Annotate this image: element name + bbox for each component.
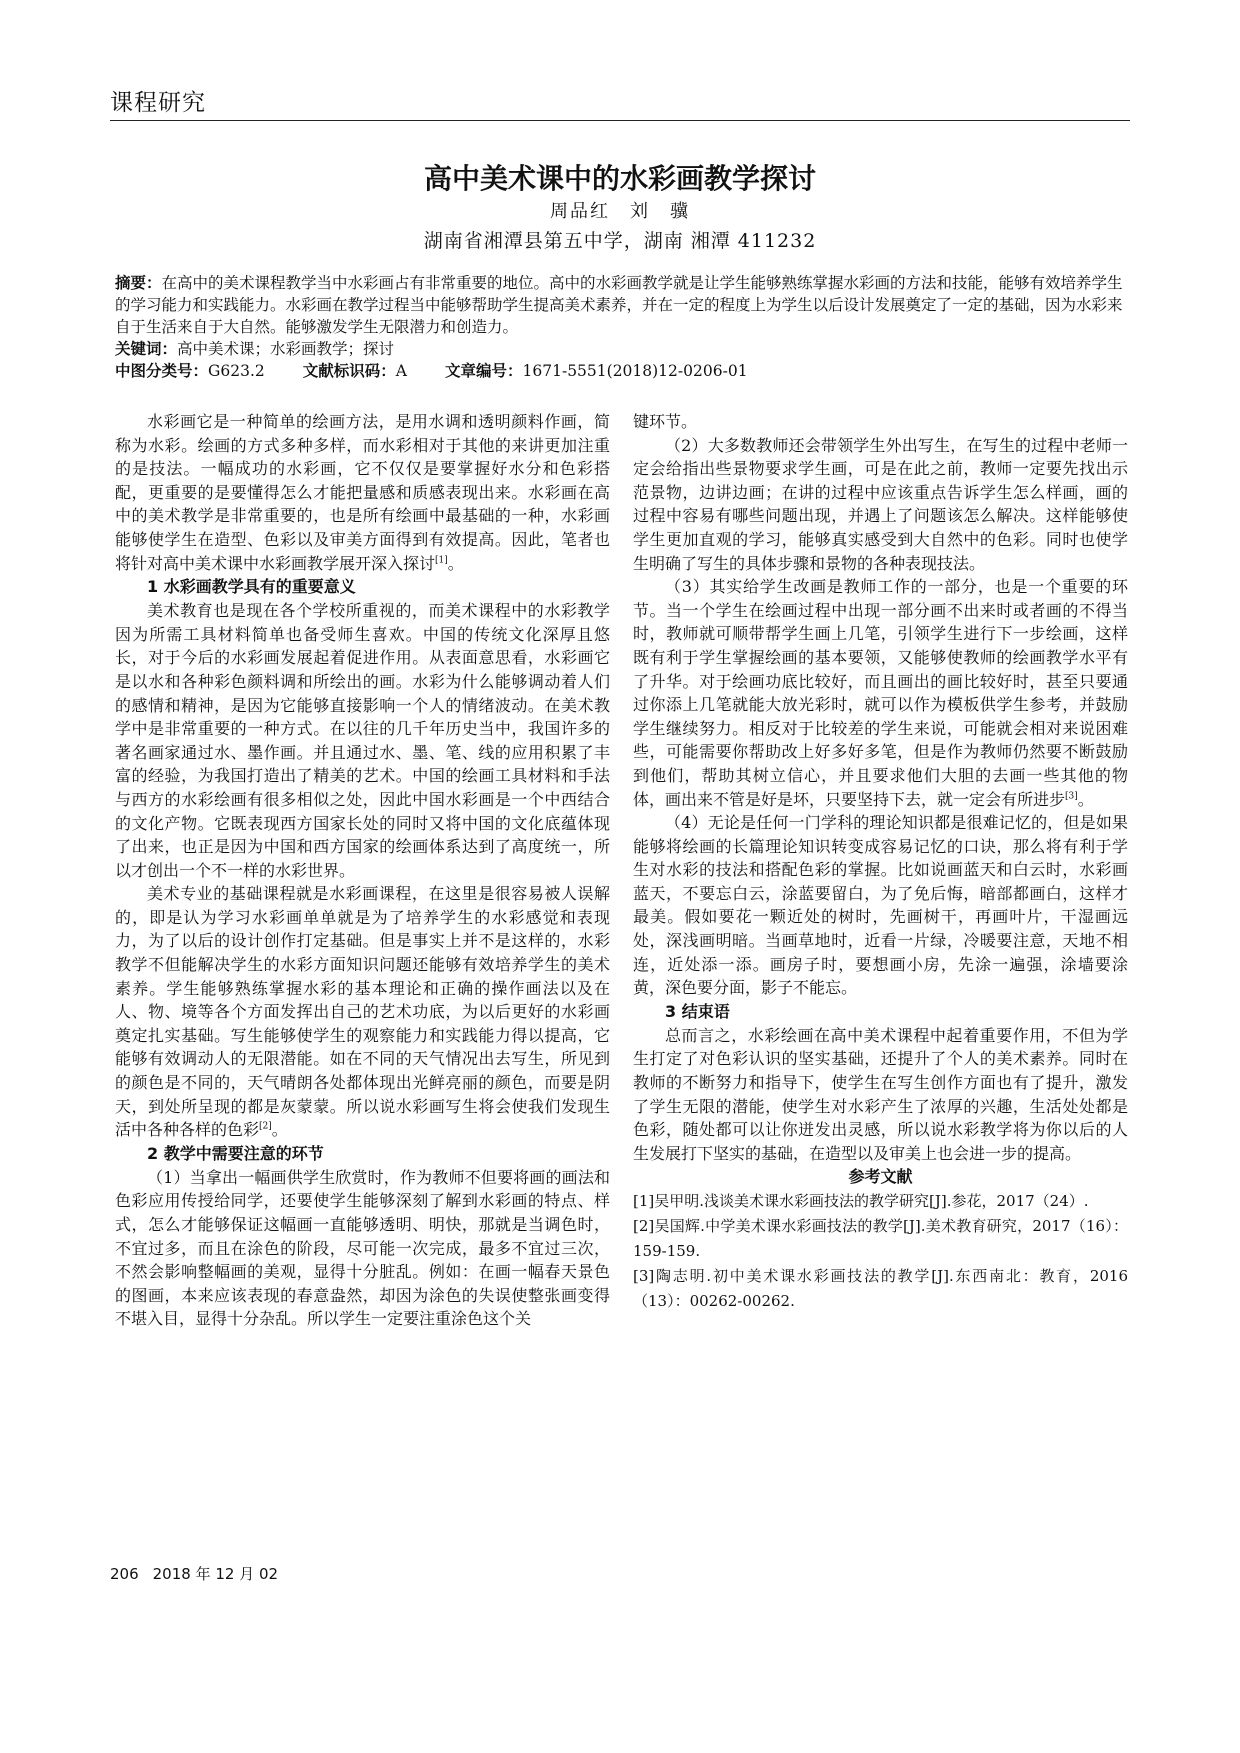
section-1-paragraph-2: 美术专业的基础课程就是水彩画课程，在这里是很容易被人误解的，即是认为学习水彩画单单就是为了培养学生的水彩感觉和表现力，为了以后的设计创作打定基础。但是事实上并不是这样的，水彩教学不但能解决学生的水彩方面知识问题还能够有效培养学生的美术素养。学生能够熟练掌握水彩的基本理论和正确的操作画法以及在人、物、境等各个方面发挥出自己的艺术功底，为以后更好的水彩画奠定扎实基础。写生能够使学生的观察能力和实践能力得以提高，它能够有效调动人的无限潜能。如在不同的天气情况出去写生，所见到的颜色是不同的，天气晴朗各处都体现出光鲜亮丽的颜色，而要是阴天，到处所呈现的都是灰蒙蒙。所以说水彩画写生将会使我们发现生活中各种各样的色彩[2]。 — [115, 884, 610, 1140]
article-title: 高中美术课中的水彩画教学探讨 — [423, 162, 816, 195]
citation-1: [1] — [435, 555, 448, 566]
abstract-label: 摘要： — [115, 274, 162, 292]
page-number: 206 — [110, 1565, 139, 1583]
clc-label: 中图分类号： — [115, 362, 209, 380]
reference-item: [1]吴甲明.浅谈美术课水彩画技法的教学研究[J].参花，2017（24）. — [633, 1192, 1089, 1211]
section-2-heading: 2 教学中需要注意的环节 — [147, 1143, 324, 1163]
reference-item: [3]陶志明.初中美术课水彩画技法的教学[J].东西南北：教育，2016（13）：00262-00262. — [633, 1267, 1128, 1311]
section-1-paragraph-1: 美术教育也是现在各个学校所重视的，而美术课程中的水彩教学因为所需工具材料简单也备受师生喜欢。中国的传统文化深厚且悠长，对于今后的水彩画发展起着促进作用。从表面意思看，水彩画它是以水和各种彩色颜料调和所绘出的画。水彩为什么能够调动着人们的感情和精神，是因为它能够直接影响一个人的情绪波动。在美术教学中是非常重要的一种方式。在以往的几千年历史当中，我国许多的著名画家通过水、墨作画。并且通过水、墨、笔、线的应用积累了丰富的经验，为我国打造出了精美的艺术。中国的绘画工具材料和手法与西方的水彩绘画有很多相似之处，因此中国水彩画是一个中西结合的文化产物。它既表现西方国家长处的同时又将中国的文化底蕴体现了出来，也正是因为中国和西方国家的绘画体系达到了高度统一，所以才创出一个不一样的水彩世界。 — [115, 601, 610, 880]
body-column-right — [633, 410, 1128, 1314]
body-column-left — [115, 410, 610, 1331]
section-3-heading: 3 结束语 — [665, 1001, 730, 1021]
citation-2: [2] — [259, 1121, 272, 1132]
doc-code-label: 文献标识码： — [302, 362, 396, 380]
keywords-line — [115, 338, 1125, 360]
section-1-heading: 1 水彩画教学具有的重要意义 — [147, 577, 356, 597]
section-3-paragraph-1: 总而言之，水彩绘画在高中美术课程中起着重要作用，不但为学生打定了对色彩认识的坚实基础，还提升了个人的美术素养。同时在教师的不断努力和指导下，使学生在写生创作方面也有了提升，激发了学生无限的潜能，使学生对水彩产生了浓厚的兴趣，生活处处都是色彩，随处都可以让你迸发出灵感，所以说水彩教学将为你以后的人生发展打下坚实的基础，在造型以及审美上也会进一步的提高。 — [633, 1025, 1128, 1163]
reference-item: [2]吴国辉.中学美术课水彩画技法的教学[J].美术教育研究，2017（16）：159-159. — [633, 1217, 1128, 1261]
section-2-paragraph-1-continued: 键环节。 — [633, 412, 698, 431]
issue-date: 2018 年 12 月 02 — [152, 1565, 279, 1583]
page-footer — [110, 1563, 278, 1584]
header-rule — [110, 120, 1130, 121]
doc-code-value: A — [395, 362, 407, 380]
article-no-label: 文章编号： — [445, 362, 523, 380]
abstract-block — [115, 272, 1125, 382]
section-2-paragraph-1: （1）当拿出一幅画供学生欣赏时，作为教师不但要将画的画法和色彩应用传授给同学，还要使学生能够深刻了解到水彩画的特点、样式，怎么才能够保证这幅画一直能够透明、明快，那就是当调色时，不宜过多，而且在涂色的阶段，尽可能一次完成，最多不宜过三次，不然会影响整幅画的美观，显得十分脏乱。例如：在画一幅春天景色的图画，本来应该表现的春意盎然，却因为涂色的失误使整张画变得不堪入目，显得十分杂乱。所以学生一定要注重涂色这个关 — [115, 1167, 610, 1329]
article-affiliation: 湖南省湘潭县第五中学，湖南 湘潭 411232 — [423, 230, 817, 252]
keywords-label: 关键词： — [115, 340, 178, 358]
clc-value: G623.2 — [208, 362, 265, 380]
abstract-paragraph — [115, 272, 1125, 338]
classification-line — [115, 360, 1125, 382]
article-no-value: 1671-5551(2018)12-0206-01 — [522, 362, 748, 380]
article-authors: 周品红 刘 骥 — [550, 201, 690, 222]
section-2-paragraph-4: （4）无论是任何一门学科的理论知识都是很难记忆的，但是如果能够将绘画的长篇理论知识转变成容易记忆的口诀，那么将有利于学生对水彩的技法和搭配色彩的掌握。比如说画蓝天和白云时，水彩画蓝天，不要忘白云，涂蓝要留白，为了免后悔，暗部都画白，这样才最美。假如要花一颗近处的树时，先画树干，再画叶片，干湿画远处，深浅画明暗。当画草地时，近看一片绿，冷暖要注意，天地不相连，近处添一添。画房子时，要想画小房，先涂一遍强，涂墙要涂黄，深色要分面，影子不能忘。 — [633, 813, 1128, 998]
intro-paragraph: 水彩画它是一种简单的绘画方法，是用水调和透明颜料作画，简称为水彩。绘画的方式多种多样，而水彩相对于其他的来讲更加注重的是技法。一幅成功的水彩画，它不仅仅是要掌握好水分和色彩搭配，更重要的是要懂得怎么才能把量感和质感表现出来。水彩画在高中的美术教学是非常重要的，也是所有绘画中最基础的一种，水彩画能够使学生在造型、色彩以及审美方面得到有效提高。因此，笔者也将针对高中美术课中水彩画教学展开深入探讨[1]。 — [115, 412, 610, 573]
section-2-paragraph-2: （2）大多数教师还会带领学生外出写生，在写生的过程中老师一定会给指出些景物要求学生画，可是在此之前，教师一定要先找出示范景物，边讲边画；在讲的过程中应该重点告诉学生怎么样画，画的过程中容易有哪些问题出现，并遇上了问题该怎么解决。这样能够使学生更加直观的学习，能够真实感受到大自然中的色彩。同时也使学生明确了写生的具体步骤和景物的各种表现技法。 — [633, 435, 1128, 573]
section-2-paragraph-3: （3）其实给学生改画是教师工作的一部分，也是一个重要的环节。当一个学生在绘画过程中出现一部分画不出来时或者画的不得当时，教师就可顺带帮学生画上几笔，引领学生进行下一步绘画，这样既有利于学生掌握绘画的基本要领，又能够使教师的绘画教学水平有了升华。对于绘画功底比较好，而且画出的画比较好时，甚至只要通过你添上几笔就能大放光彩时，就可以作为模板供学生参考，并鼓励学生继续努力。相反对于比较差的学生来说，可能就会相对来说困难些，可能需要你帮助改上好多好多笔，但是作为教师仍然要不断鼓励到他们，帮助其树立信心，并且要求他们大胆的去画一些其他的物体，画出来不管是好是坏，只要坚持下去，就一定会有所进步[3]。 — [633, 577, 1128, 809]
citation-3: [3] — [1065, 791, 1078, 802]
journal-section-label: 课程研究 — [110, 90, 206, 116]
references-heading: 参考文献 — [848, 1167, 913, 1187]
abstract-text: 在高中的美术课程教学当中水彩画占有非常重要的地位。高中的水彩画教学就是让学生能够熟练掌握水彩画的方法和技能，能够有效培养学生的学习能力和实践能力。水彩画在教学过程当中能够帮助学生提高美术素养，并在一定的程度上为学生以后设计发展奠定了一定的基础，因为水彩来自于生活来自于大自然。能够激发学生无限潜力和创造力。 — [115, 274, 1123, 336]
keywords-text: 高中美术课；水彩画教学；探讨 — [177, 340, 395, 358]
